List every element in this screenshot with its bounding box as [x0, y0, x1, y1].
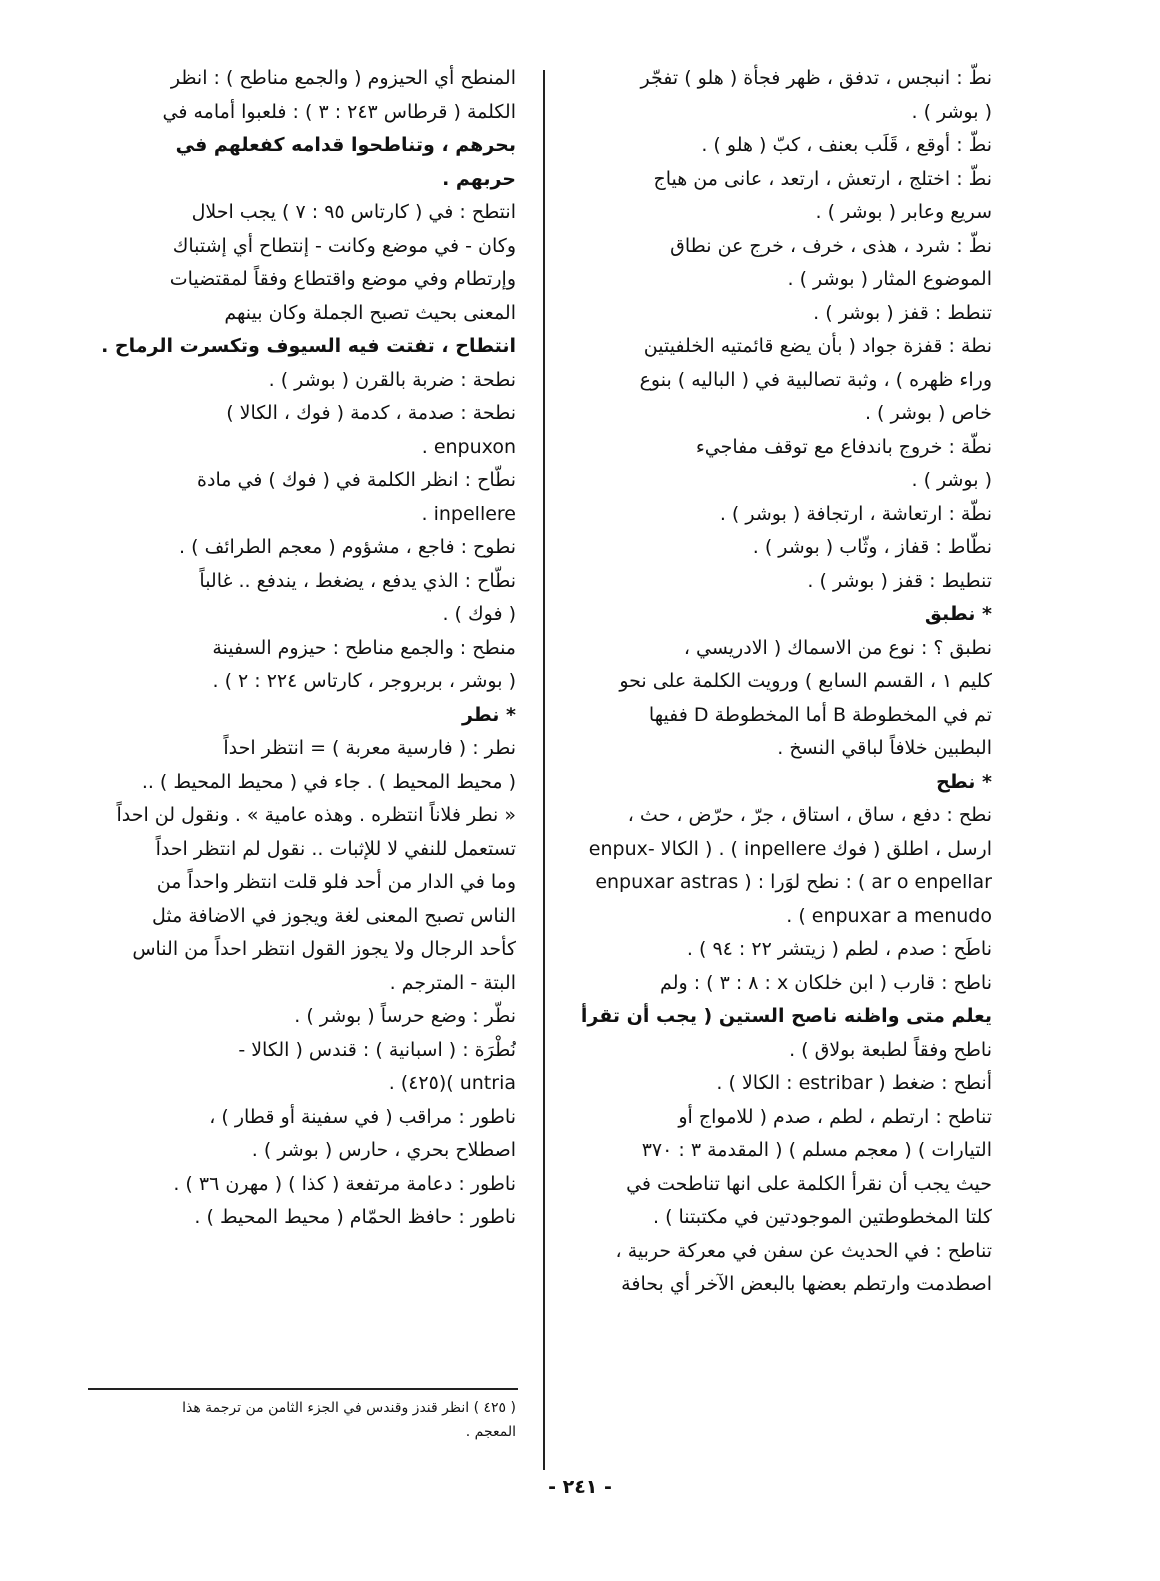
entry-line: * نطر [461, 703, 516, 726]
entry-line: نطحة : صدمة ، كدمة ( فوك ، الكالا ) [226, 402, 516, 424]
footnote [92, 1396, 516, 1444]
entry-line: حربهم . [442, 167, 516, 190]
left-column [84, 62, 516, 1235]
entry-line: * نطبق [924, 603, 992, 625]
entry-line: كلتا المخطوطتين الموجودتين في مكتبتنا ) . [652, 1206, 992, 1228]
entry-line: المنطح أي الحيزوم ( والجمع مناطح ) : انظر [170, 67, 516, 89]
entry-line: نطحة : ضربة بالقرن ( بوشر ) . [268, 368, 516, 391]
entry-line: تنطط : قفز ( بوشر ) . [813, 301, 992, 324]
entry-line: المعنى بحيث تصبح الجملة وكان بينهم [224, 301, 516, 324]
entry-line: الناس تصبح المعنى لغة ويجوز في الاضافة مثل [152, 904, 516, 927]
entry-line: تناطح : في الحديث عن سفن في معركة حربية ، [615, 1239, 992, 1262]
entry-line: ( بوشر ) . [911, 100, 992, 123]
entry-line: اصطلاح بحري ، حارس ( بوشر ) . [251, 1139, 516, 1161]
entry-line: ( بوشر ، بربروجر ، كارتاس ٢٢٤ : ٢ ) . [212, 670, 516, 692]
entry-line: * نطح [936, 770, 992, 793]
entry-line: وإرتطام وفي موضع واقتطاع وفقاً لمقتضيات [169, 268, 516, 290]
footnote-line: ( ٤٢٥ ) انظر قندز وقندس في الجزء الثامن من ترجمة هذا [182, 1400, 516, 1416]
entry-line: كليم ١ ، القسم السابع ) ورويت الكلمة على نحو [619, 670, 992, 692]
entry-line: ناطح وفقاً لطبعة بولاق ) . [789, 1038, 992, 1061]
entry-line: نطر : ( فارسية معربة ) = انتظر احداً [223, 737, 516, 759]
entry-line: ناطور : حافظ الحمّام ( محيط المحيط ) . [194, 1206, 516, 1228]
entry-line: نطّ : شرد ، هذى ، خرف ، خرج عن نطاق [670, 234, 992, 257]
entry-line: ناطور : مراقب ( في سفينة أو قطار ) ، [209, 1105, 516, 1128]
entry-line: منطح : والجمع مناطح : حيزوم السفينة [212, 636, 516, 659]
entry-line: تستعمل للنفي لا للإثبات .. نقول لم انتظر احداً [155, 837, 516, 860]
entry-line: تناطح : ارتطم ، لطم ، صدم ( للامواج أو [678, 1105, 992, 1128]
entry-line: انتطح : في ( كارتاس ٩٥ : ٧ ) يجب احلال [191, 201, 516, 223]
column-separator [543, 70, 545, 1470]
entry-line: ( فوك ) . [442, 603, 516, 625]
entry-line: كأحد الرجال ولا يجوز القول انتظر احداً من الناس [132, 938, 516, 960]
entry-line: تم في المخطوطة B أما المخطوطة D ففيها [648, 703, 992, 726]
entry-line: نطّ : اختلج ، ارتعش ، ارتعد ، عانى من هياج [653, 167, 992, 190]
entry-line: نطّر : وضع حرساً ( بوشر ) . [294, 1005, 516, 1027]
entry-line: نطوح : فاجع ، مشؤوم ( معجم الطرائف ) . [179, 536, 516, 558]
page-number: - ٢٤١ - [548, 1476, 612, 1498]
entry-line: انتطاح ، تفتت فيه السيوف وتكسرت الرماح . [101, 335, 516, 357]
entry-line: يعلم متى واظنه ناصح الستين ( يجب أن تقرأ [580, 1005, 992, 1027]
entry-line: نُطْرَة : ( اسبانية ) : قندس ( الكالا - [238, 1038, 516, 1061]
entry-line: enpuxon . [421, 435, 516, 458]
footnote-rule [88, 1388, 518, 1390]
entry-line: ناطور : دعامة مرتفعة ( كذا ) ( مهرن ٣٦ ) . [173, 1172, 516, 1195]
entry-line: نطّ : انبجس ، تدفق ، ظهر فجأة ( هلو ) تفجّر [640, 67, 992, 89]
entry-line: نطّة : ارتعاشة ، ارتجافة ( بوشر ) . [719, 502, 992, 525]
entry-line: نطّة : خروج باندفاع مع توقف مفاجيء [695, 435, 992, 458]
entry-line: « نطر فلاناً انتظره . وهذه عامية » . ونقول لن احداً [116, 804, 516, 826]
entry-line: وراء ظهره ) ، وثبة تصالبية في ( الباليه ) بنوع [639, 368, 992, 391]
entry-line: نطّاح : انظر الكلمة في ( فوك ) في مادة [197, 469, 516, 491]
entry-line: نطبق ؟ : نوع من الاسماك ( الادريسي ، [683, 636, 992, 659]
right-column [560, 62, 992, 1302]
entry-line: نطّ : أوقع ، قَلَب بعنف ، كبّ ( هلو ) . [701, 134, 992, 156]
entry-line: اصطدمت وارتطم بعضها بالبعض الآخر أي بحافة [621, 1273, 992, 1295]
entry-line: الموضوع المثار ( بوشر ) . [787, 268, 992, 290]
entry-line: الكلمة ( قرطاس ٢٤٣ : ٣ ) : فلعبوا أمامه في [162, 100, 516, 123]
entry-line: inpellere . [421, 502, 516, 525]
entry-line: نطّاط : قفاز ، وثّاب ( بوشر ) . [752, 536, 992, 558]
entry-line: نطة : قفزة جواد ( بأن يضع قائمتيه الخلفيتين [643, 335, 992, 357]
entry-line: ( محيط المحيط ) . جاء في ( محيط المحيط ) .. [141, 770, 516, 793]
entry-line: البتة - المترجم . [389, 971, 516, 994]
entry-line: وكان - في موضع وكانت - إنتطاح أي إشتباك [172, 234, 516, 257]
entry-line: بحرهم ، وتناطحوا قدامه كفعلهم في [175, 134, 516, 156]
entry-line: البطبين خلافاً لباقي النسخ . [777, 737, 992, 759]
entry-line: سريع وعابر ( بوشر ) . [815, 201, 992, 223]
entry-line: untria )(٤٢٥) . [388, 1072, 516, 1094]
entry-line: حيث يجب أن نقرأ الكلمة على انها تناطحت في [626, 1172, 992, 1195]
entry-line: enpuxar a menudo ) . [786, 904, 992, 927]
footnote-line: المعجم . [465, 1424, 516, 1440]
entry-line: ارسل ، اطلق ( فوك inpellere ) . ( الكالا -enpux [588, 837, 992, 860]
entry-line: نطح : دفع ، ساق ، استاق ، جرّ ، حرّض ، حث ، [627, 804, 992, 826]
entry-line: وما في الدار من أحد فلو قلت انتظر واحداً من [156, 871, 516, 893]
entry-line: ( بوشر ) . [911, 469, 992, 491]
entry-line: تنطيط : قفز ( بوشر ) . [807, 569, 992, 592]
entry-line: ناطَح : صدم ، لطم ( زيتشر ٢٢ : ٩٤ ) . [686, 938, 992, 960]
entry-line: ناطح : قارب ( ابن خلكان x : ٨ : ٣ ) : ولم [660, 971, 992, 994]
entry-line: التيارات ) ( معجم مسلم ) ( المقدمة ٣ : ٣٧٠ [641, 1139, 992, 1161]
entry-line: نطّاح : الذي يدفع ، يضغط ، يندفع .. غالباً [199, 569, 516, 592]
entry-line: خاص ( بوشر ) . [864, 402, 992, 424]
entry-line: ar o enpellar ) : نطح لوَرا : ( enpuxar astras [595, 871, 992, 893]
entry-line: أنطح : ضغط ( estribar : الكالا ) . [716, 1072, 992, 1094]
